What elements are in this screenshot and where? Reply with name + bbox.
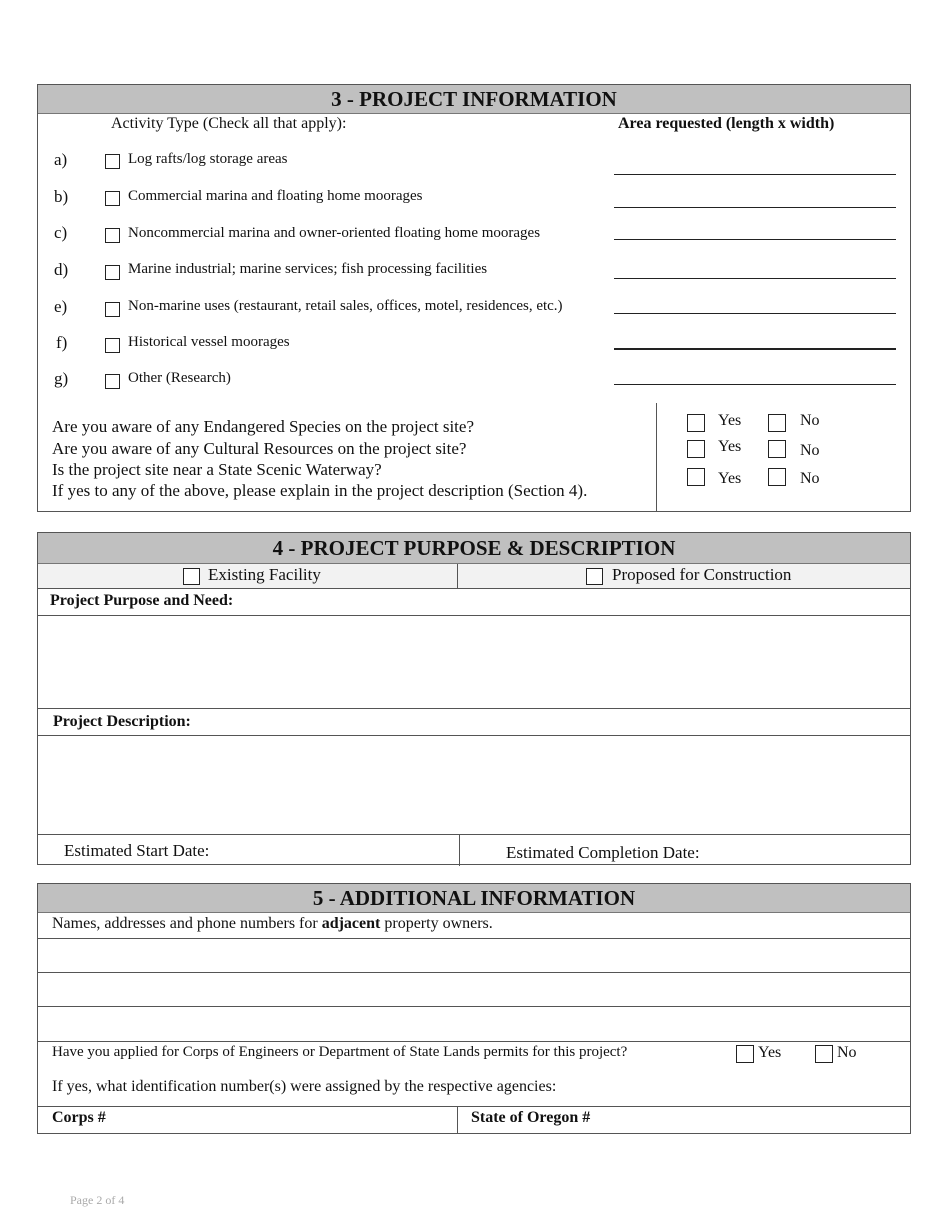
section-additional-information bbox=[37, 883, 911, 1134]
purpose-label: Project Purpose and Need: bbox=[50, 592, 234, 609]
owners-divider-4 bbox=[38, 1041, 910, 1042]
adjacent-owners-suffix: property owners. bbox=[380, 915, 493, 932]
checkbox-log-rafts[interactable] bbox=[105, 154, 120, 169]
waterway-yes-label: Yes bbox=[718, 470, 742, 487]
item-letter-g: g) bbox=[54, 369, 69, 388]
item-label-e: Non-marine uses (restaurant, retail sales, offices, motel, residences, etc.) bbox=[128, 298, 563, 314]
permits-no-label: No bbox=[837, 1044, 857, 1061]
purpose-textarea[interactable] bbox=[39, 617, 907, 707]
checkbox-historical-vessel[interactable] bbox=[105, 338, 120, 353]
cultural-yes-checkbox[interactable] bbox=[687, 440, 705, 458]
permits-yes-checkbox[interactable] bbox=[736, 1045, 754, 1063]
ids-divider bbox=[38, 1106, 910, 1107]
item-label-f: Historical vessel moorages bbox=[128, 334, 290, 350]
item-letter-c: c) bbox=[54, 223, 68, 242]
section5-title: 5 - ADDITIONAL INFORMATION bbox=[38, 884, 910, 913]
id-numbers-question: If yes, what identification number(s) were assigned by the respective agencies: bbox=[52, 1078, 557, 1095]
checkbox-non-marine-uses[interactable] bbox=[105, 302, 120, 317]
purpose-bottom bbox=[38, 708, 910, 709]
activity-type-label: Activity Type (Check all that apply): bbox=[111, 115, 347, 132]
item-letter-d: d) bbox=[54, 260, 69, 279]
area-input-b[interactable] bbox=[614, 207, 896, 208]
existing-facility-label: Existing Facility bbox=[208, 565, 321, 584]
cultural-yes-label: Yes bbox=[718, 438, 742, 455]
waterway-no-checkbox[interactable] bbox=[768, 468, 786, 486]
section-project-purpose bbox=[37, 532, 911, 865]
dates-divider bbox=[459, 834, 460, 866]
oregon-number-label: State of Oregon # bbox=[471, 1109, 591, 1126]
item-label-b: Commercial marina and floating home moorages bbox=[128, 188, 423, 204]
area-input-g[interactable] bbox=[614, 384, 896, 385]
endangered-no-checkbox[interactable] bbox=[768, 414, 786, 432]
item-label-d: Marine industrial; marine services; fish processing facilities bbox=[128, 261, 488, 277]
cultural-no-label: No bbox=[800, 442, 820, 459]
checkbox-marine-industrial[interactable] bbox=[105, 265, 120, 280]
purpose-divider bbox=[38, 615, 910, 616]
area-input-f[interactable] bbox=[614, 348, 896, 350]
checkbox-commercial-marina[interactable] bbox=[105, 191, 120, 206]
endangered-yes-checkbox[interactable] bbox=[687, 414, 705, 432]
cultural-no-checkbox[interactable] bbox=[768, 440, 786, 458]
area-input-a[interactable] bbox=[614, 174, 896, 175]
adjacent-owners-prefix: Names, addresses and phone numbers for bbox=[52, 915, 322, 932]
section4-title: 4 - PROJECT PURPOSE & DESCRIPTION bbox=[38, 533, 910, 564]
corps-number-label: Corps # bbox=[52, 1109, 106, 1126]
item-letter-f: f) bbox=[56, 333, 68, 352]
description-divider bbox=[38, 735, 910, 736]
adjacent-owners-bold: adjacent bbox=[321, 915, 381, 932]
item-letter-e: e) bbox=[54, 297, 68, 316]
start-date-label: Estimated Start Date: bbox=[64, 841, 210, 860]
description-bottom bbox=[38, 834, 910, 835]
checkbox-noncommercial-marina[interactable] bbox=[105, 228, 120, 243]
item-label-c: Noncommercial marina and owner-oriented floating home moorages bbox=[128, 225, 541, 241]
area-input-e[interactable] bbox=[614, 313, 896, 314]
owner-input-3[interactable] bbox=[38, 1007, 910, 1041]
area-requested-label: Area requested (length x width) bbox=[618, 115, 835, 132]
question-cultural-resources: Are you aware of any Cultural Resources on the project site? bbox=[52, 439, 467, 458]
page-number: Page 2 of 4 bbox=[70, 1193, 125, 1207]
question-endangered-species: Are you aware of any Endangered Species on the project site? bbox=[52, 417, 474, 436]
item-letter-a: a) bbox=[54, 150, 68, 169]
completion-date-label: Estimated Completion Date: bbox=[506, 843, 700, 862]
description-label: Project Description: bbox=[53, 713, 191, 730]
facility-type-divider bbox=[457, 564, 458, 589]
owner-input-1[interactable] bbox=[38, 939, 910, 972]
question-explain-note: If yes to any of the above, please explain in the project description (Section 4). bbox=[52, 481, 588, 500]
item-label-a: Log rafts/log storage areas bbox=[128, 151, 288, 167]
endangered-no-label: No bbox=[800, 412, 820, 429]
proposed-construction-checkbox[interactable] bbox=[586, 568, 603, 585]
questions-divider bbox=[656, 403, 657, 511]
existing-facility-checkbox[interactable] bbox=[183, 568, 200, 585]
area-input-d[interactable] bbox=[614, 278, 896, 279]
question-scenic-waterway: Is the project site near a State Scenic Waterway? bbox=[52, 460, 382, 479]
description-textarea[interactable] bbox=[39, 737, 907, 832]
ids-column-divider bbox=[457, 1106, 458, 1134]
checkbox-other-research[interactable] bbox=[105, 374, 120, 389]
adjacent-owners-label bbox=[52, 915, 493, 933]
waterway-yes-checkbox[interactable] bbox=[687, 468, 705, 486]
section-project-information bbox=[37, 84, 911, 512]
owner-input-2[interactable] bbox=[38, 973, 910, 1006]
section3-title: 3 - PROJECT INFORMATION bbox=[38, 85, 910, 114]
item-label-g: Other (Research) bbox=[128, 370, 231, 386]
waterway-no-label: No bbox=[800, 470, 820, 487]
permits-question: Have you applied for Corps of Engineers or Department of State Lands permits for this project? bbox=[52, 1044, 628, 1060]
area-input-c[interactable] bbox=[614, 239, 896, 240]
permits-yes-label: Yes bbox=[758, 1044, 782, 1061]
proposed-construction-label: Proposed for Construction bbox=[612, 565, 792, 584]
permits-no-checkbox[interactable] bbox=[815, 1045, 833, 1063]
item-letter-b: b) bbox=[54, 187, 69, 206]
endangered-yes-label: Yes bbox=[718, 412, 742, 429]
